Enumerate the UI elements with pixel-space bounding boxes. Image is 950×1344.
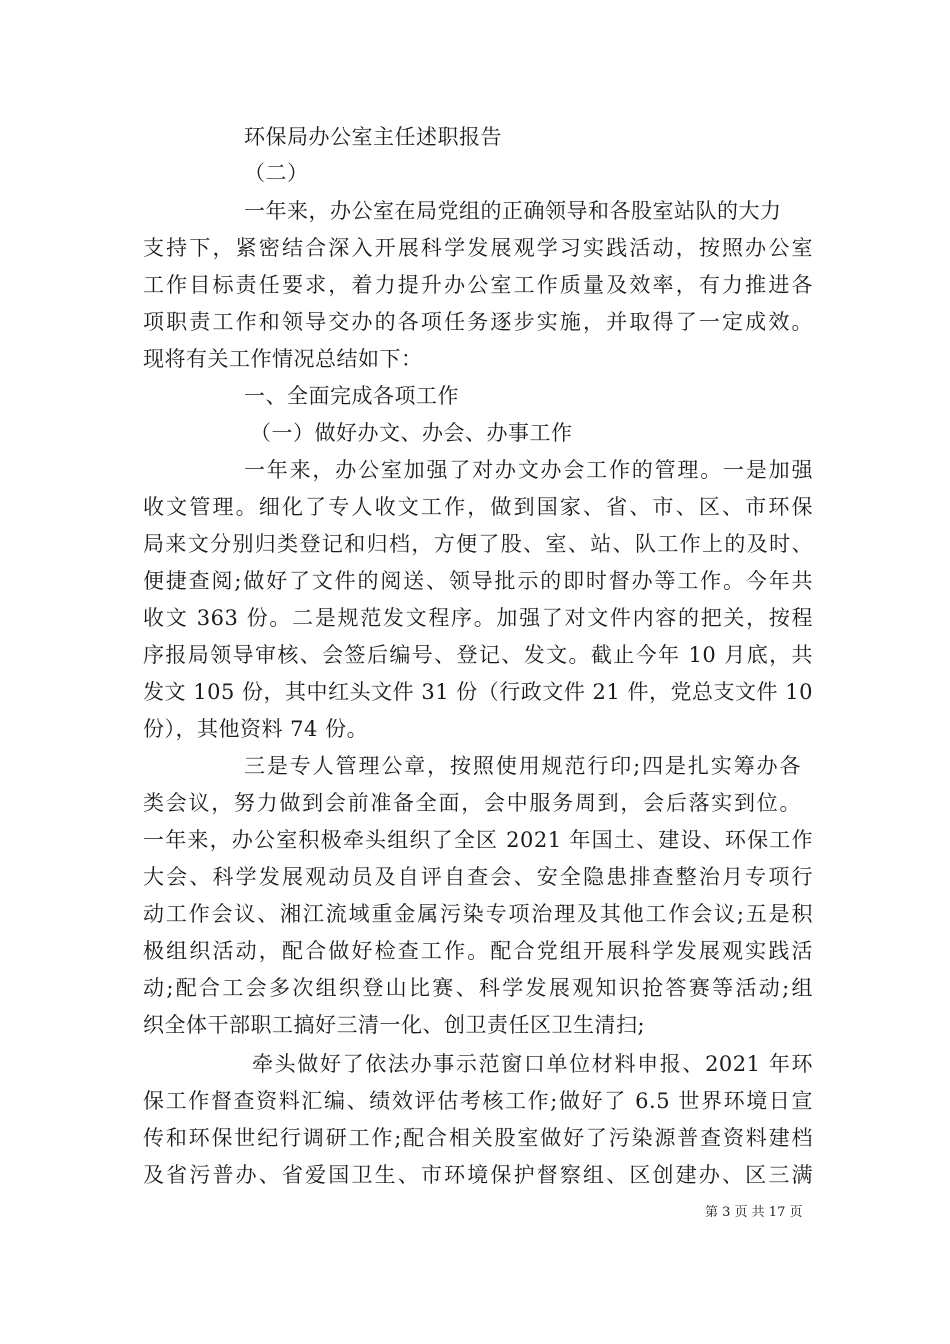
paragraph-line: 发文 105 份，其中红头文件 31 份（行政文件 21 件，党总支文件 10 (143, 680, 813, 704)
page-number: 第 3 页 共 17 页 (705, 1205, 803, 1220)
paragraph-line: 保工作督查资料汇编、绩效评估考核工作;做好了 6.5 世界环境日宣 (143, 1089, 813, 1113)
subsection-heading: （一）做好办文、办会、办事工作 (250, 421, 573, 445)
paragraph-line: 一年来，办公室加强了对办文办会工作的管理。一是加强 (244, 458, 813, 482)
paragraph-line: 序报局领导审核、会签后编号、登记、发文。截止今年 10 月底，共 (143, 643, 813, 667)
paragraph-line: 类会议，努力做到会前准备全面，会中服务周到，会后落实到位。 (143, 791, 801, 815)
paragraph-line: 一年来，办公室积极牵头组织了全区 2021 年国土、建设、环保工作 (143, 828, 813, 852)
paragraph-line: 收文管理。细化了专人收文工作，做到国家、省、市、区、市环保 (143, 495, 813, 519)
paragraph-line: 份），其他资料 74 份。 (143, 717, 369, 741)
paragraph-line: 动;配合工会多次组织登山比赛、科学发展观知识抢答赛等活动;组 (143, 976, 813, 1000)
paragraph-line: 工作目标责任要求，着力提升办公室工作质量及效率，有力推进各 (143, 273, 813, 297)
paragraph-line: 三是专人管理公章，按照使用规范行印;四是扎实筹办各 (244, 754, 801, 778)
paragraph-line: 极组织活动，配合做好检查工作。配合党组开展科学发展观实践活 (143, 939, 813, 963)
paragraph-line: 一年来，办公室在局党组的正确领导和各股室站队的大力 (244, 199, 782, 223)
document-subtitle: （二） (244, 161, 309, 185)
document-title: 环保局办公室主任述职报告 (244, 125, 502, 149)
paragraph-line: 动工作会议、湘江流域重金属污染专项治理及其他工作会议;五是积 (143, 902, 813, 926)
paragraph-line: 传和环保世纪行调研工作;配合相关股室做好了污染源普查资料建档 (143, 1126, 813, 1150)
section-heading: 一、全面完成各项工作 (244, 384, 459, 408)
paragraph-line: 项职责工作和领导交办的各项任务逐步实施，并取得了一定成效。 (143, 310, 813, 334)
paragraph-line: 大会、科学发展观动员及自评自查会、安全隐患排查整治月专项行 (143, 865, 813, 889)
paragraph-line: 便捷查阅;做好了文件的阅送、领导批示的即时督办等工作。今年共 (143, 569, 813, 593)
paragraph-line: 收文 363 份。二是规范发文程序。加强了对文件内容的把关，按程 (143, 606, 813, 630)
paragraph-line: 局来文分别归类登记和归档，方便了股、室、站、队工作上的及时、 (143, 532, 813, 556)
paragraph-line: 及省污普办、省爱国卫生、市环境保护督察组、区创建办、区三满 (143, 1163, 813, 1187)
paragraph-line: 支持下，紧密结合深入开展科学发展观学习实践活动，按照办公室 (143, 236, 813, 260)
paragraph-line: 织全体干部职工搞好三清一化、创卫责任区卫生清扫; (143, 1013, 646, 1037)
paragraph-line: 现将有关工作情况总结如下： (143, 347, 423, 371)
paragraph-line: 牵头做好了依法办事示范窗口单位材料申报、2021 年环 (252, 1052, 813, 1076)
